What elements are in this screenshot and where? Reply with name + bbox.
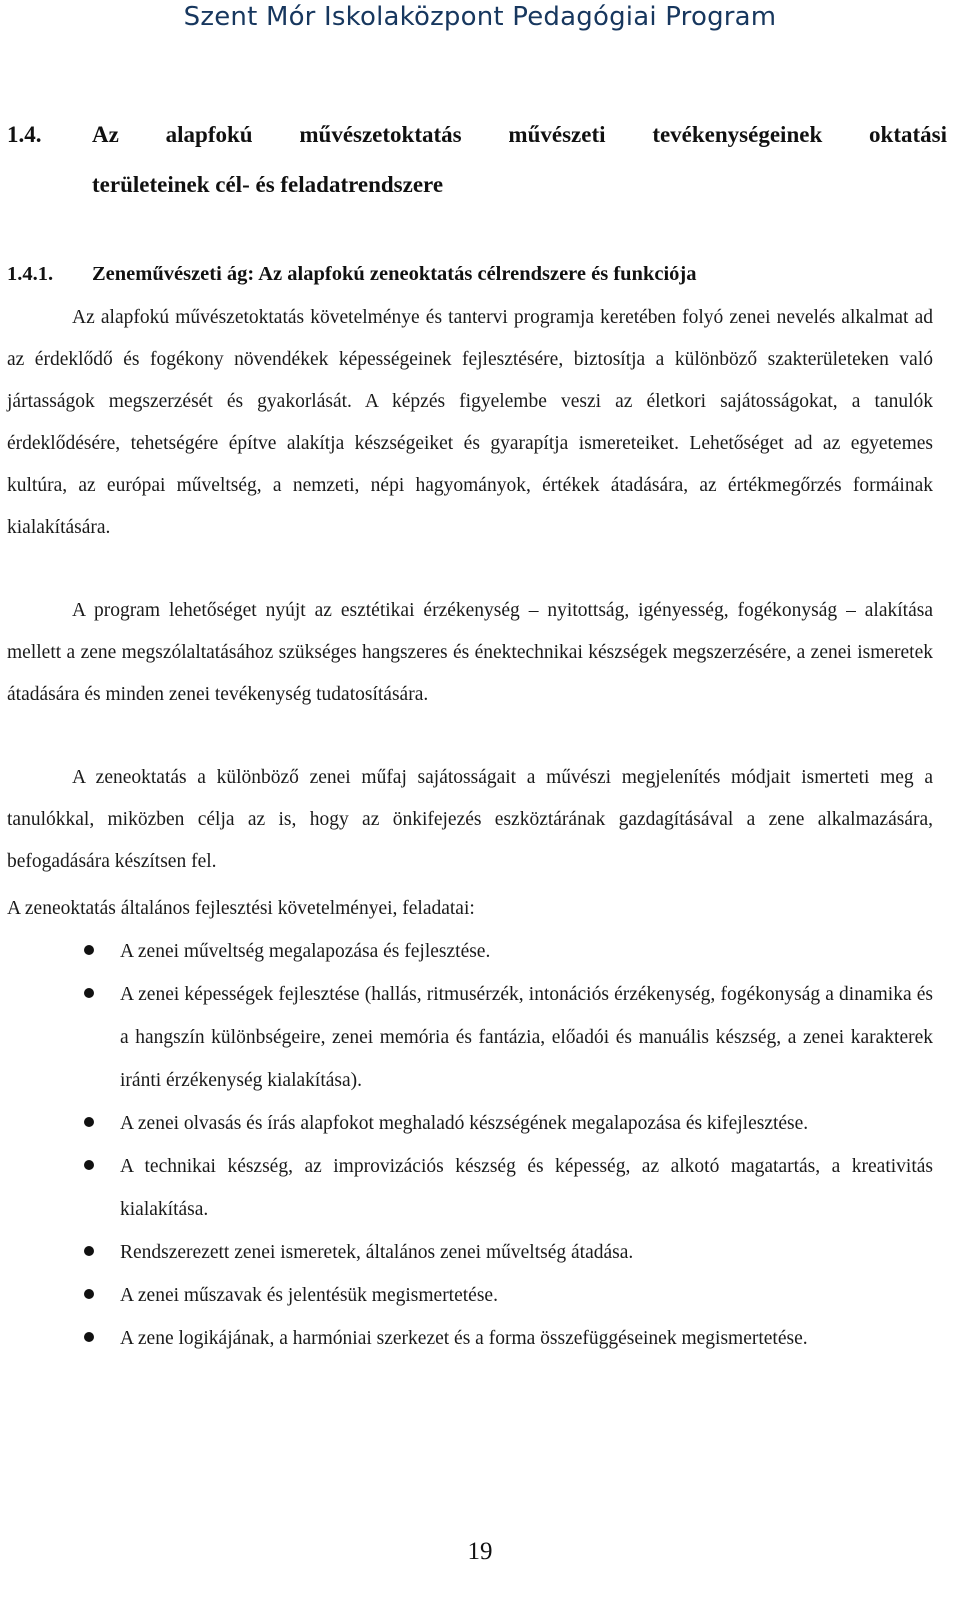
list-item <box>7 930 933 973</box>
section-number: 1.4. <box>7 122 42 147</box>
list-item <box>7 1274 933 1317</box>
bullet-icon <box>84 1117 94 1127</box>
list-item-text: A zenei olvasás és írás alapfokot meghaladó készségének megalapozása és kifejlesztése. <box>120 1113 809 1134</box>
subsection-title: Zeneművészeti ág: Az alapfokú zeneoktatás célrendszere és funkciója <box>92 263 697 285</box>
list-item <box>7 1145 933 1231</box>
bullet-icon <box>84 945 94 955</box>
list-item <box>7 1317 933 1360</box>
page-header-title: Szent Mór Iskolaközpont Pedagógiai Program <box>183 2 777 32</box>
paragraph: A zeneoktatás a különböző zenei műfaj sajátosságait a művészi megjelenítés módjait ismerteti meg a tanulókkal, miközben célja az is, hogy az önkifejezés eszköztárának gazdagításával a zene alkalmazására, befogadására készítsen fel. <box>7 767 933 872</box>
list-item-text: A technikai készség, az improvizációs készség és képesség, az alkotó magatartás, a kreativitás kialakítása. <box>120 1156 933 1220</box>
paragraph: Az alapfokú művészetoktatás követelménye és tantervi programja keretében folyó zenei nevelés alkalmat ad az érdeklődő és fogékony növendékek képességeinek fejlesztésére, biztosítja a különböző szakterületeken való jártasságok megszerzését és gyakorlását. A képzés figyelembe veszi az életkori sajátosságokat, a tanulók érdeklődésére, tehetségére építve alakítja készségeiket és gyarapítja ismereteiket. Lehetőséget ad az egyetemes kultúra, az európai műveltség, a nemzeti, népi hagyományok, értékek átadására, az értékmegőrzés formáinak kialakítására. <box>7 307 933 538</box>
paragraph: A program lehetőséget nyújt az esztétikai érzékenység – nyitottság, igényesség, fogékonyság – alakítása mellett a zene megszólaltatásához szükséges hangszeres és énektechnikai készségek megszerzésére, a zenei ismeretek átadására és minden zenei tevékenység tudatosítására. <box>7 600 933 705</box>
bullet-icon <box>84 1160 94 1170</box>
section-title-line1: Az alapfokú művészetoktatás művészeti tevékenységeinek oktatási <box>92 122 947 147</box>
section-title-line2: területeinek cél- és feladatrendszere <box>92 172 444 197</box>
list-item-text: A zenei műszavak és jelentésük megismertetése. <box>120 1285 498 1306</box>
bullet-icon <box>84 1246 94 1256</box>
list-intro: A zeneoktatás általános fejlesztési követelményei, feladatai: <box>7 898 475 919</box>
list-item-text: A zenei műveltség megalapozása és fejlesztése. <box>120 941 491 962</box>
list-item-text: A zene logikájának, a harmóniai szerkezet és a forma összefüggéseinek megismertetése. <box>120 1328 808 1349</box>
list-item <box>7 1102 933 1145</box>
bullet-icon <box>84 988 94 998</box>
list-item <box>7 1231 933 1274</box>
list-item-text: A zenei képességek fejlesztése (hallás, ritmusérzék, intonációs érzékenység, fogékonyság a dinamika és a hangszín különbségeire, zenei memória és fantázia, előadói és manuális készség, a zenei karakterek iránti érzékenység kialakítása). <box>120 984 933 1091</box>
list-item-text: Rendszerezett zenei ismeretek, általános zenei műveltség átadása. <box>120 1242 634 1263</box>
list-item <box>7 973 933 1102</box>
page-number: 19 <box>467 1538 493 1565</box>
bullet-icon <box>84 1289 94 1299</box>
requirements-list <box>7 930 933 1360</box>
bullet-icon <box>84 1332 94 1342</box>
subsection-number: 1.4.1. <box>7 263 54 285</box>
